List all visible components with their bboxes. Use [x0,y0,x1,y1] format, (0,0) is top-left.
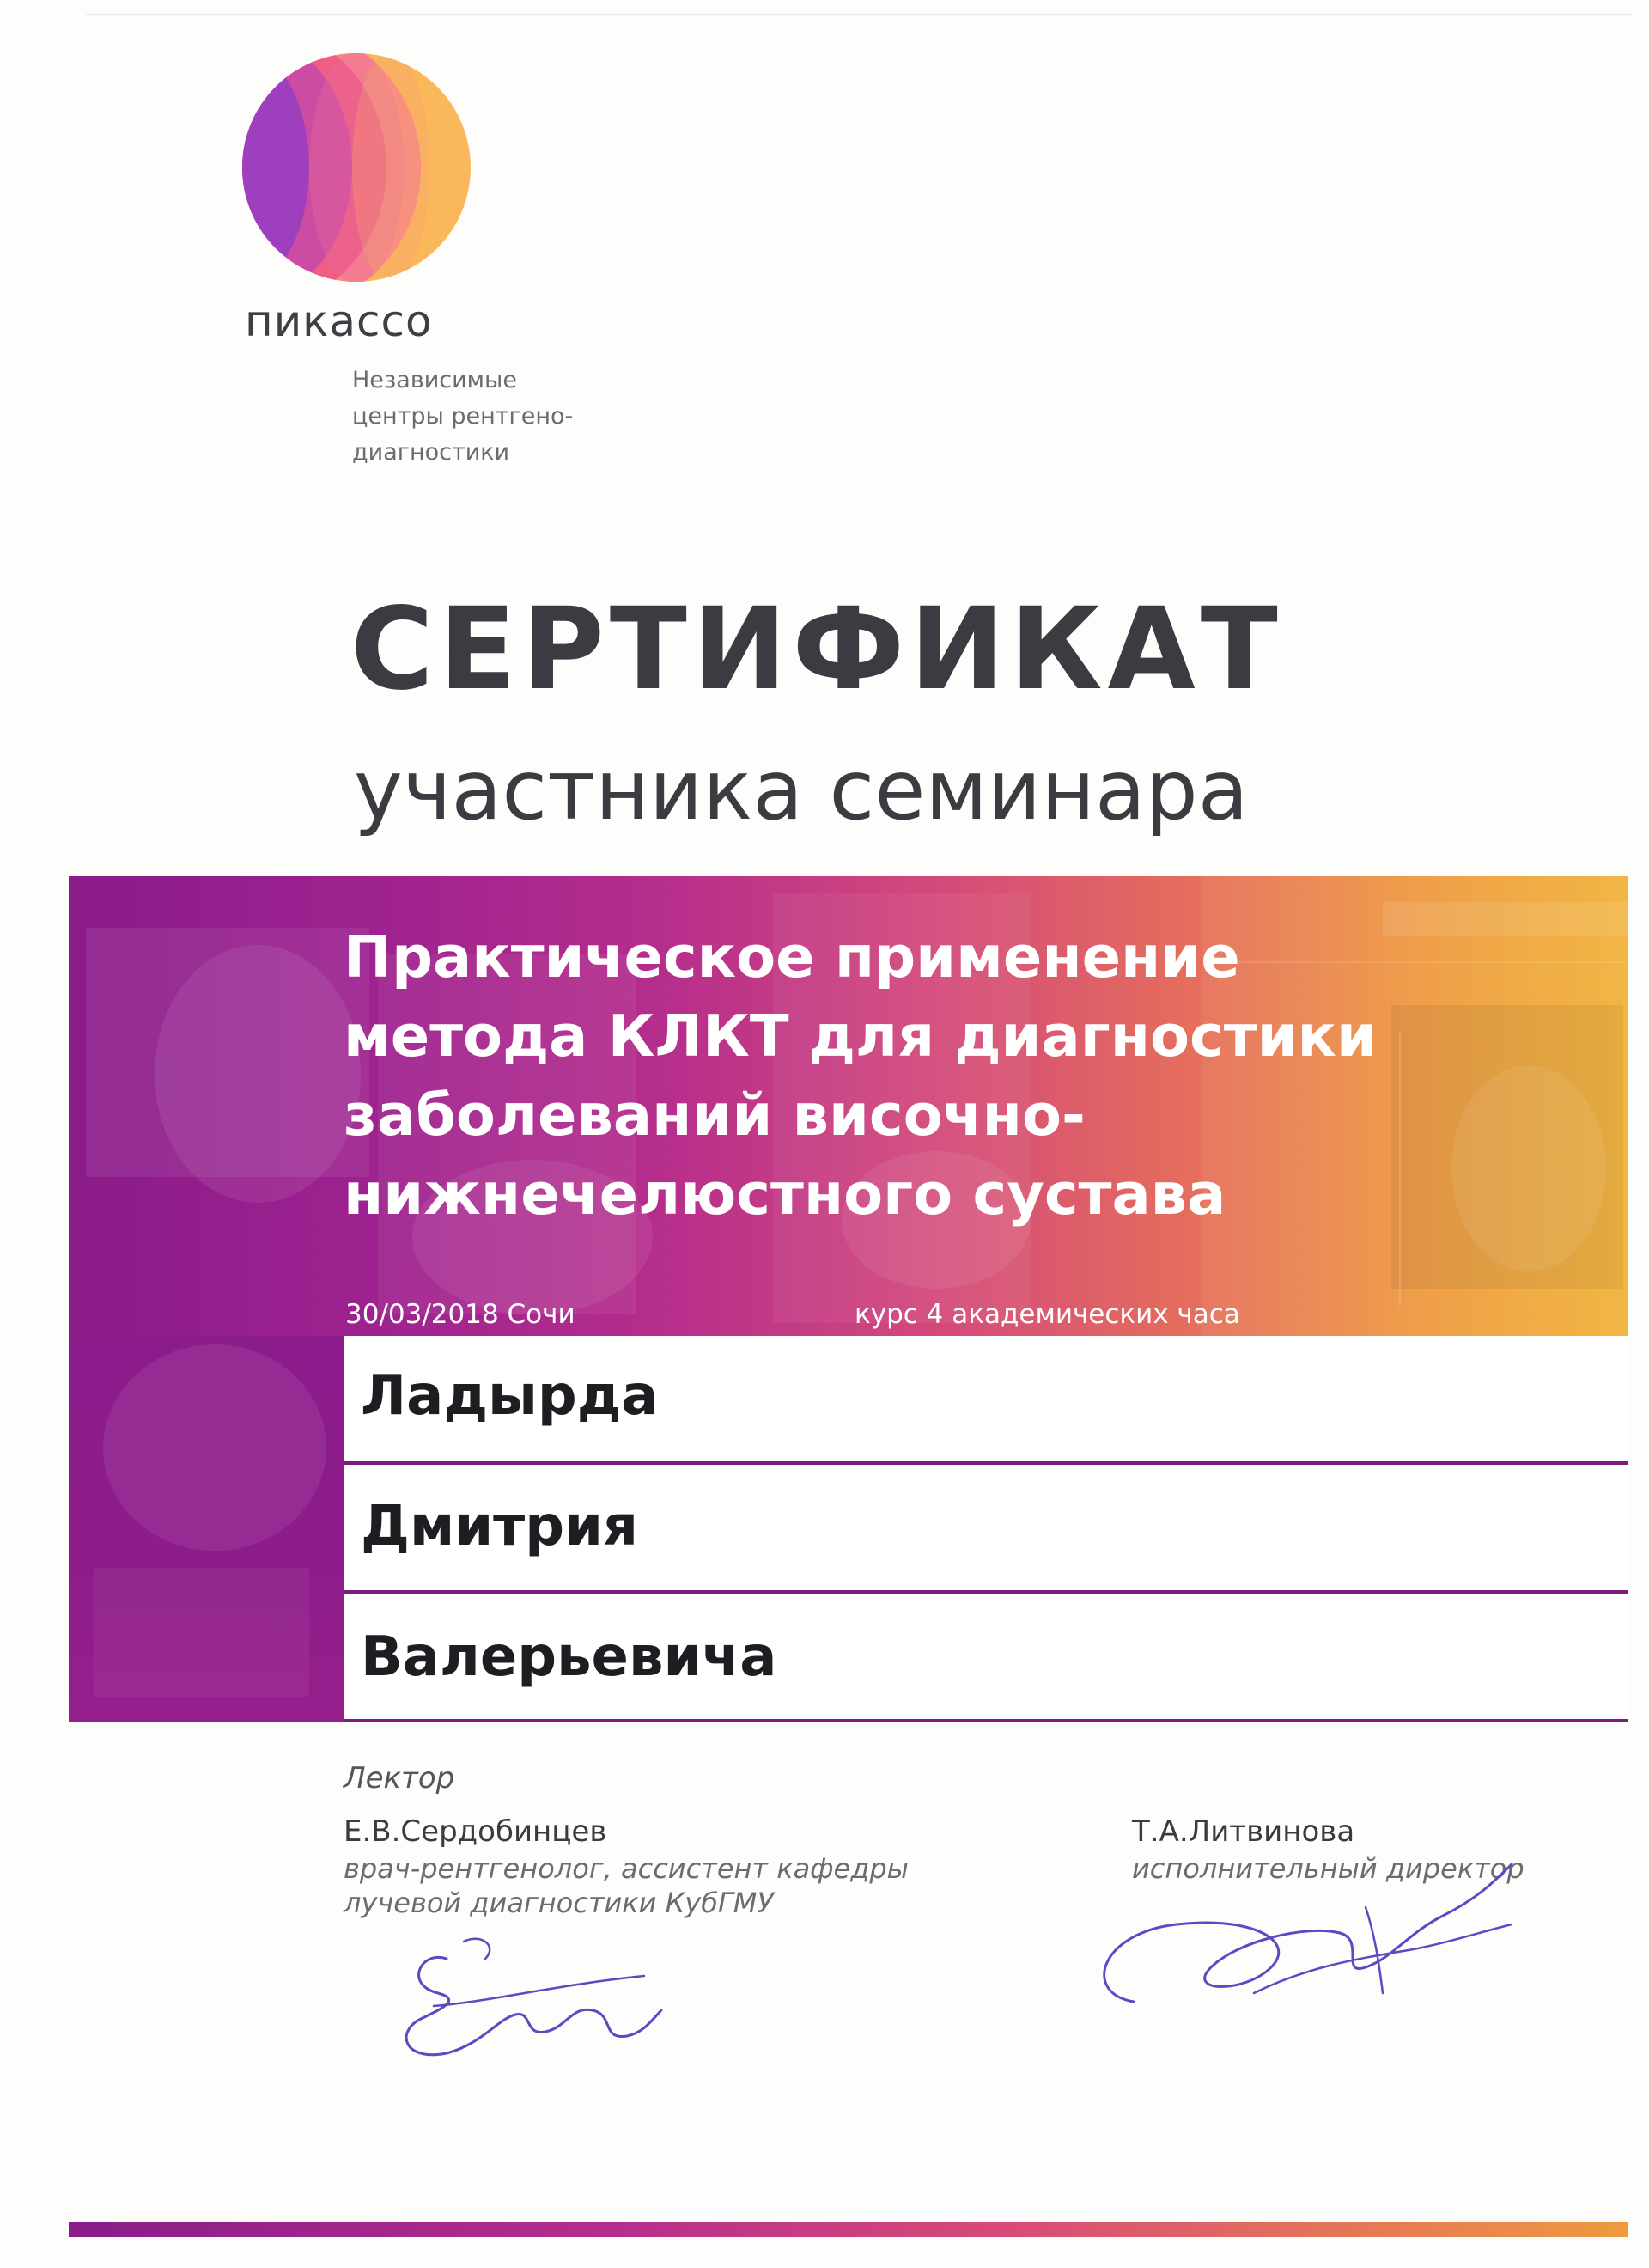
course-title: Практическое применение метода КЛКТ для диагностики заболеваний височно- нижнечелюстного сустава [344,924,1377,1228]
top-edge-line [86,14,1632,15]
participant-surname: Ладырда [361,1364,659,1428]
xray-background-image-lower [69,1336,344,1722]
lector-name: Е.В.Сердобинцев [344,1814,607,1849]
bottom-decor-bar [69,2222,1628,2237]
brand-name: пикассо [245,296,433,346]
brand-tagline: Независимые центры рентгено- диагностики [352,367,574,466]
lector-signature [386,1924,670,2070]
director-role: исполнительный директор [1132,1852,1524,1885]
director-signature [1082,1830,1529,2027]
lector-label: Лектор [344,1761,455,1796]
certificate-subtitle: участника семинара [354,742,1249,838]
picasso-logo-icon [240,52,472,284]
course-date-place: 30/03/2018 Сочи [345,1299,575,1330]
lector-role: врач-рентгенолог, ассистент кафедры лучевой диагностики КубГМУ [344,1852,909,1919]
certificate-title: СЕРТИФИКАТ [350,583,1283,716]
director-name: Т.А.Литвинова [1132,1814,1355,1849]
participant-first-name: Дмитрия [361,1495,638,1558]
participant-patronymic: Валерьевича [361,1625,777,1689]
course-length: курс 4 академических часа [855,1299,1240,1330]
